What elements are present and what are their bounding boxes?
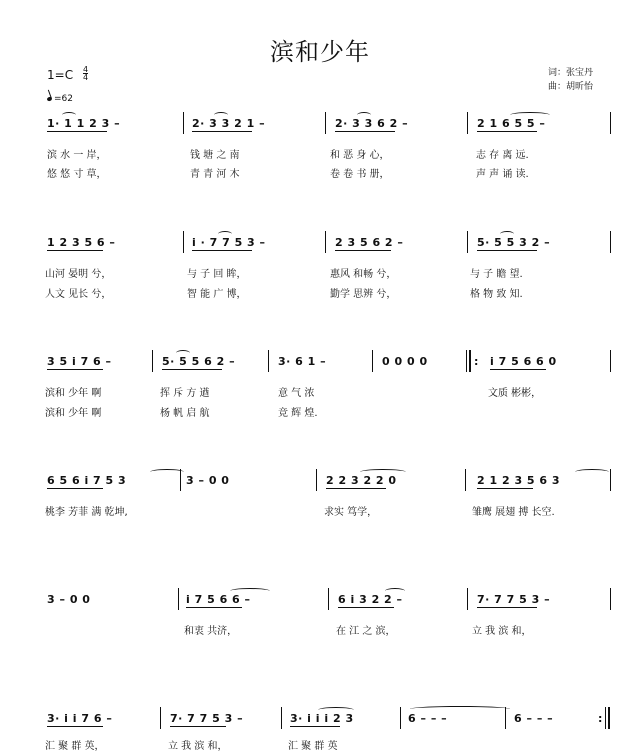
slur — [218, 231, 232, 237]
credits — [548, 66, 593, 94]
song-title: 滨和少年 — [270, 38, 370, 66]
measure: i · 7 7 5 3 – — [192, 236, 266, 249]
barline — [281, 707, 282, 729]
measure: 2 1 2 3 5 6 3 — [477, 474, 561, 487]
barline — [268, 350, 269, 372]
lyric: 滨 水 一 岸， — [47, 150, 107, 161]
barline — [465, 469, 466, 491]
measure: 5· 5 5 3 2 – — [477, 236, 551, 249]
barline — [400, 707, 401, 729]
measure: i 7 5 6 6 – — [186, 593, 251, 606]
measure: 6 5 6 i 7 5 3 — [47, 474, 127, 487]
underline — [477, 488, 533, 489]
measure: 2· 3 3 2 1 – — [192, 117, 266, 130]
measure: 6 – – – — [514, 712, 554, 725]
measure: 3· 6 1 – — [278, 355, 327, 368]
measure: 1· 1 1 2 3 – — [47, 117, 121, 130]
lyric: 立 我 滨 和， — [472, 626, 532, 637]
lyric: 求实 笃学， — [324, 507, 378, 518]
slur — [385, 588, 405, 594]
slur — [214, 112, 228, 118]
measure: 3 – 0 0 — [47, 593, 91, 606]
underline — [47, 369, 103, 370]
lyric: 文质 彬彬， — [488, 388, 542, 399]
underline — [290, 726, 340, 727]
measure: 3 5 i 7 6 – — [47, 355, 112, 368]
lyric: 挥 斥 方 遒 — [160, 388, 210, 399]
underline — [47, 131, 107, 132]
underline — [170, 726, 226, 727]
underline — [47, 250, 103, 251]
barline — [178, 588, 179, 610]
final-barline — [605, 707, 606, 729]
lyric: 立 我 滨 和， — [168, 741, 228, 752]
lyric: 志 存 离 远. — [476, 150, 529, 161]
underline — [192, 250, 252, 251]
lyric: 勤学 思辨 兮， — [330, 289, 397, 300]
slur — [410, 706, 510, 712]
lyric: 钱 塘 之 南 — [190, 150, 240, 161]
repeat-dots: : — [598, 712, 603, 725]
barline — [467, 588, 468, 610]
tempo-marking — [47, 94, 73, 104]
lyric: 杨 帆 启 航 — [160, 408, 210, 419]
tempo-value: =62 — [54, 94, 73, 104]
barline — [610, 231, 611, 253]
composer: 曲：胡昕怡 — [548, 82, 594, 92]
lyric: 与 子 瞻 望. — [470, 269, 523, 280]
slur — [150, 469, 184, 475]
time-signature-bottom: 4 — [83, 73, 89, 82]
measure: 2 1 6 5 5 – — [477, 117, 546, 130]
lyric: 智 能 广 博， — [187, 289, 247, 300]
repeat-barline — [466, 350, 467, 372]
barline — [325, 112, 326, 134]
lyric: 滨和 少年 啊 — [45, 408, 102, 419]
measure: 7· 7 7 5 3 – — [170, 712, 244, 725]
underline — [192, 131, 252, 132]
lyric: 汇 聚 群 英 — [288, 741, 338, 752]
quarter-note-icon — [46, 96, 52, 101]
slur — [62, 112, 76, 118]
slur — [510, 112, 550, 118]
underline — [335, 250, 391, 251]
time-signature — [83, 66, 88, 81]
barline — [610, 469, 611, 491]
lyricist: 词：张宝丹 — [548, 68, 594, 78]
lyric: 卷 卷 书 册， — [330, 169, 390, 180]
barline — [183, 231, 184, 253]
barline — [610, 588, 611, 610]
lyric: 和衷 共济， — [184, 626, 238, 637]
lyric: 与 子 回 眸， — [187, 269, 247, 280]
barline — [152, 350, 153, 372]
measure: 2 2 3 2 2 0 — [326, 474, 397, 487]
repeat-dots: : — [474, 355, 479, 368]
barline — [328, 588, 329, 610]
lyric: 在 江 之 滨， — [336, 626, 396, 637]
slur — [230, 588, 270, 594]
underline — [490, 369, 546, 370]
lyric: 格 物 致 知. — [470, 289, 523, 300]
key-signature: 1=C — [47, 68, 74, 82]
measure: 3 – 0 0 — [186, 474, 230, 487]
measure: 5· 5 5 6 2 – — [162, 355, 236, 368]
slur — [360, 469, 406, 475]
underline — [335, 131, 395, 132]
slur — [357, 112, 371, 118]
measure: 0 0 0 0 — [382, 355, 428, 368]
underline — [326, 488, 386, 489]
lyric: 桃李 芳菲 满 乾坤, — [45, 507, 128, 518]
lyric: 惠风 和畅 兮， — [330, 269, 397, 280]
measure: 2 3 5 6 2 – — [335, 236, 404, 249]
measure: 7· 7 7 5 3 – — [477, 593, 551, 606]
underline — [477, 131, 537, 132]
lyric: 和 恶 身 心， — [330, 150, 390, 161]
lyric: 声 声 诵 读. — [476, 169, 529, 180]
repeat-barline — [469, 350, 471, 372]
lyric: 山河 晏明 兮， — [45, 269, 112, 280]
lyric: 悠 悠 寸 草， — [47, 169, 107, 180]
final-barline — [608, 707, 610, 729]
measure: 3· i i i 2 3 — [290, 712, 354, 725]
underline — [477, 250, 537, 251]
barline — [467, 112, 468, 134]
slur — [575, 469, 609, 475]
measure: 6 i 3 2 2 – — [338, 593, 403, 606]
barline — [183, 112, 184, 134]
measure: i 7 5 6 6 0 — [490, 355, 557, 368]
barline — [372, 350, 373, 372]
barline — [316, 469, 317, 491]
barline — [325, 231, 326, 253]
time-signature-top: 4 — [83, 65, 89, 74]
barline — [610, 350, 611, 372]
slur — [176, 350, 190, 356]
measure: 1 2 3 5 6 – — [47, 236, 116, 249]
measure: 6 – – – — [408, 712, 448, 725]
underline — [162, 369, 222, 370]
lyric: 滨和 少年 啊 — [45, 388, 102, 399]
lyric: 人文 见长 兮， — [45, 289, 112, 300]
underline — [477, 607, 537, 608]
barline — [160, 707, 161, 729]
measure: 2· 3 3 6 2 – — [335, 117, 409, 130]
underline — [47, 488, 103, 489]
lyric: 青 青 河 木 — [190, 169, 240, 180]
lyric: 意 气 浓 — [278, 388, 315, 399]
slur — [500, 231, 514, 237]
underline — [47, 726, 103, 727]
barline — [467, 231, 468, 253]
lyric: 汇 聚 群 英， — [45, 741, 105, 752]
slur — [318, 707, 354, 713]
underline — [338, 607, 394, 608]
underline — [186, 607, 242, 608]
lyric: 竞 辉 煌. — [278, 408, 318, 419]
measure: 3· i i 7 6 – — [47, 712, 113, 725]
barline — [610, 112, 611, 134]
lyric: 雏鹰 展翅 搏 长空. — [472, 507, 555, 518]
